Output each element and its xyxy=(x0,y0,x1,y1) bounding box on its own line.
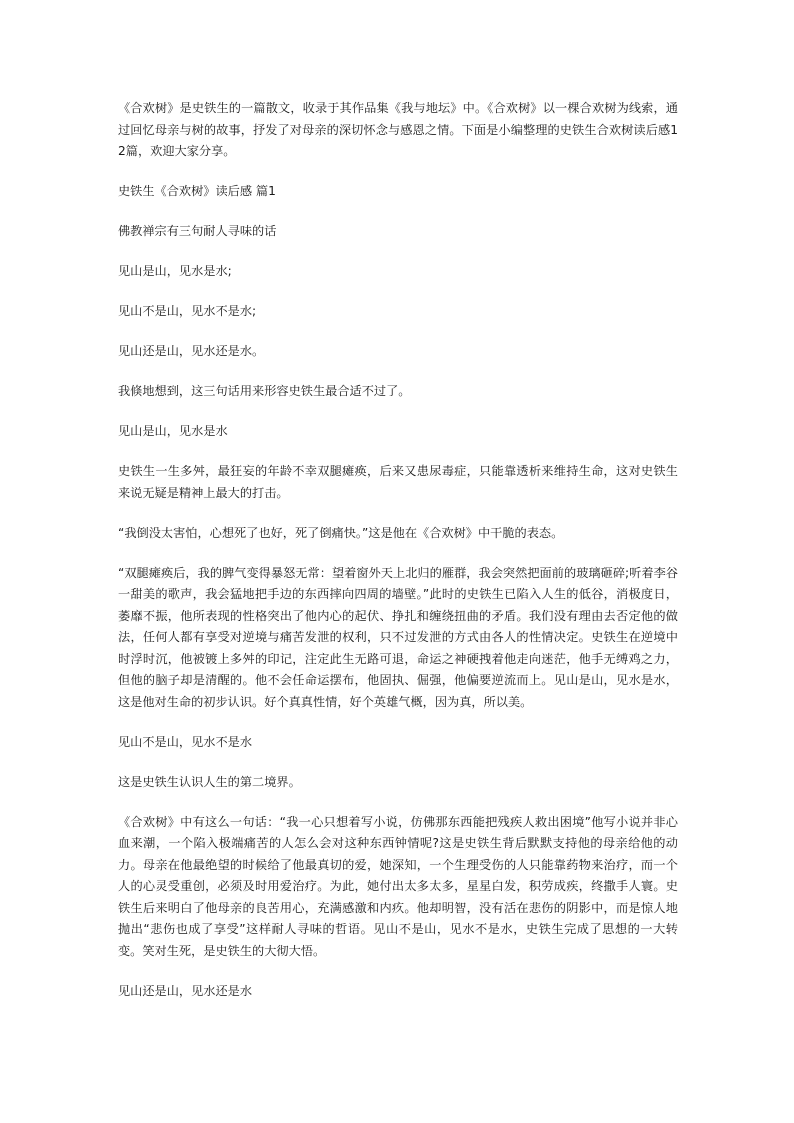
intro-paragraph: 《合欢树》是史铁生的一篇散文，收录于其作品集《我与地坛》中。《合欢树》以一棵合欢树为线索，通过回忆母亲与树的故事，抒发了对母亲的深切怀念与感恩之情。下面是小编整理的史铁生合欢树读后感12篇，欢迎大家分享。 xyxy=(118,101,678,158)
subheading: 见山不是山，见水不是水 xyxy=(118,734,253,749)
paragraph: 佛教禅宗有三句耐人寻味的话 xyxy=(118,224,277,238)
paragraph: 《合欢树》中有这么一句话：“我一心只想着写小说，仿佛那东西能把残疾人救出困境”他写小说并非心血来潮，一个陷入极端痛苦的人怎么会对这种东西钟情呢?这是史铁生背后默默支持他的母亲给他的动力。母亲在他最绝望的时候给了他最真切的爱，她深知，一个生理受伤的人只能靠药物来治疗，而一个人的心灵受重创，必须及时用爱治疗。为此，她付出太多太多，星星白发，积劳成疾，终撒手人寰。史铁生后来明白了他母亲的良苦用心，充满感激和内疚。他却明智，没有活在悲伤的阴影中，而是惊人地抛出“悲伤也成了享受”这样耐人寻味的哲语。见山不是山，见水不是水，史铁生完成了思想的一大转变。笑对生死，是史铁生的大彻大悟。 xyxy=(118,814,678,958)
paragraph: “我倒没太害怕，心想死了也好，死了倒痛快。”这是他在《合欢树》中干脆的表态。 xyxy=(118,525,564,540)
paragraph: 见山不是山，见水不是水; xyxy=(118,304,257,318)
paragraph: 史铁生一生多舛，最狂妄的年龄不幸双腿瘫痪，后来又患尿毒症，只能靠透析来维持生命，这对史铁生来说无疑是精神上最大的打击。 xyxy=(118,464,678,500)
paragraph: “双腿瘫痪后，我的脾气变得暴怒无常：望着窗外天上北归的雁群，我会突然把面前的玻璃砸碎;听着李谷一甜美的歌声，我会猛地把手边的东西摔向四周的墙壁。”此时的史铁生已陷入人生的低谷，消极度日，萎靡不振，他所表现的性格突出了他内心的起伏、挣扎和缠绕扭曲的矛盾。我们没有理由去否定他的做法，任何人都有享受对逆境与痛苦发泄的权利，只不过发泄的方式由各人的性情决定。史铁生在逆境中时浮时沉，他被镀上多舛的印记，注定此生无路可退，命运之神硬拽着他走向迷茫，他手无缚鸡之力，但他的脑子却是清醒的。他不会任命运摆布，他固执、倔强，他偏要逆流而上。见山是山，见水是水，这是他对生命的初步认识。好个真真性情，好个英雄气概，因为真，所以美。 xyxy=(118,565,678,709)
paragraph: 这是史铁生认识人生的第二境界。 xyxy=(118,774,301,789)
subheading: 见山是山，见水是水 xyxy=(118,424,228,438)
paragraph: 我倏地想到，这三句话用来形容史铁生最合适不过了。 xyxy=(118,384,411,398)
subheading: 见山还是山，见水还是水 xyxy=(118,983,253,998)
paragraph: 见山是山，见水是水; xyxy=(118,264,232,278)
paragraph: 见山还是山，见水还是水。 xyxy=(118,344,265,358)
section-heading: 史铁生《合欢树》读后感 篇1 xyxy=(118,184,276,198)
document-page xyxy=(118,98,678,1021)
